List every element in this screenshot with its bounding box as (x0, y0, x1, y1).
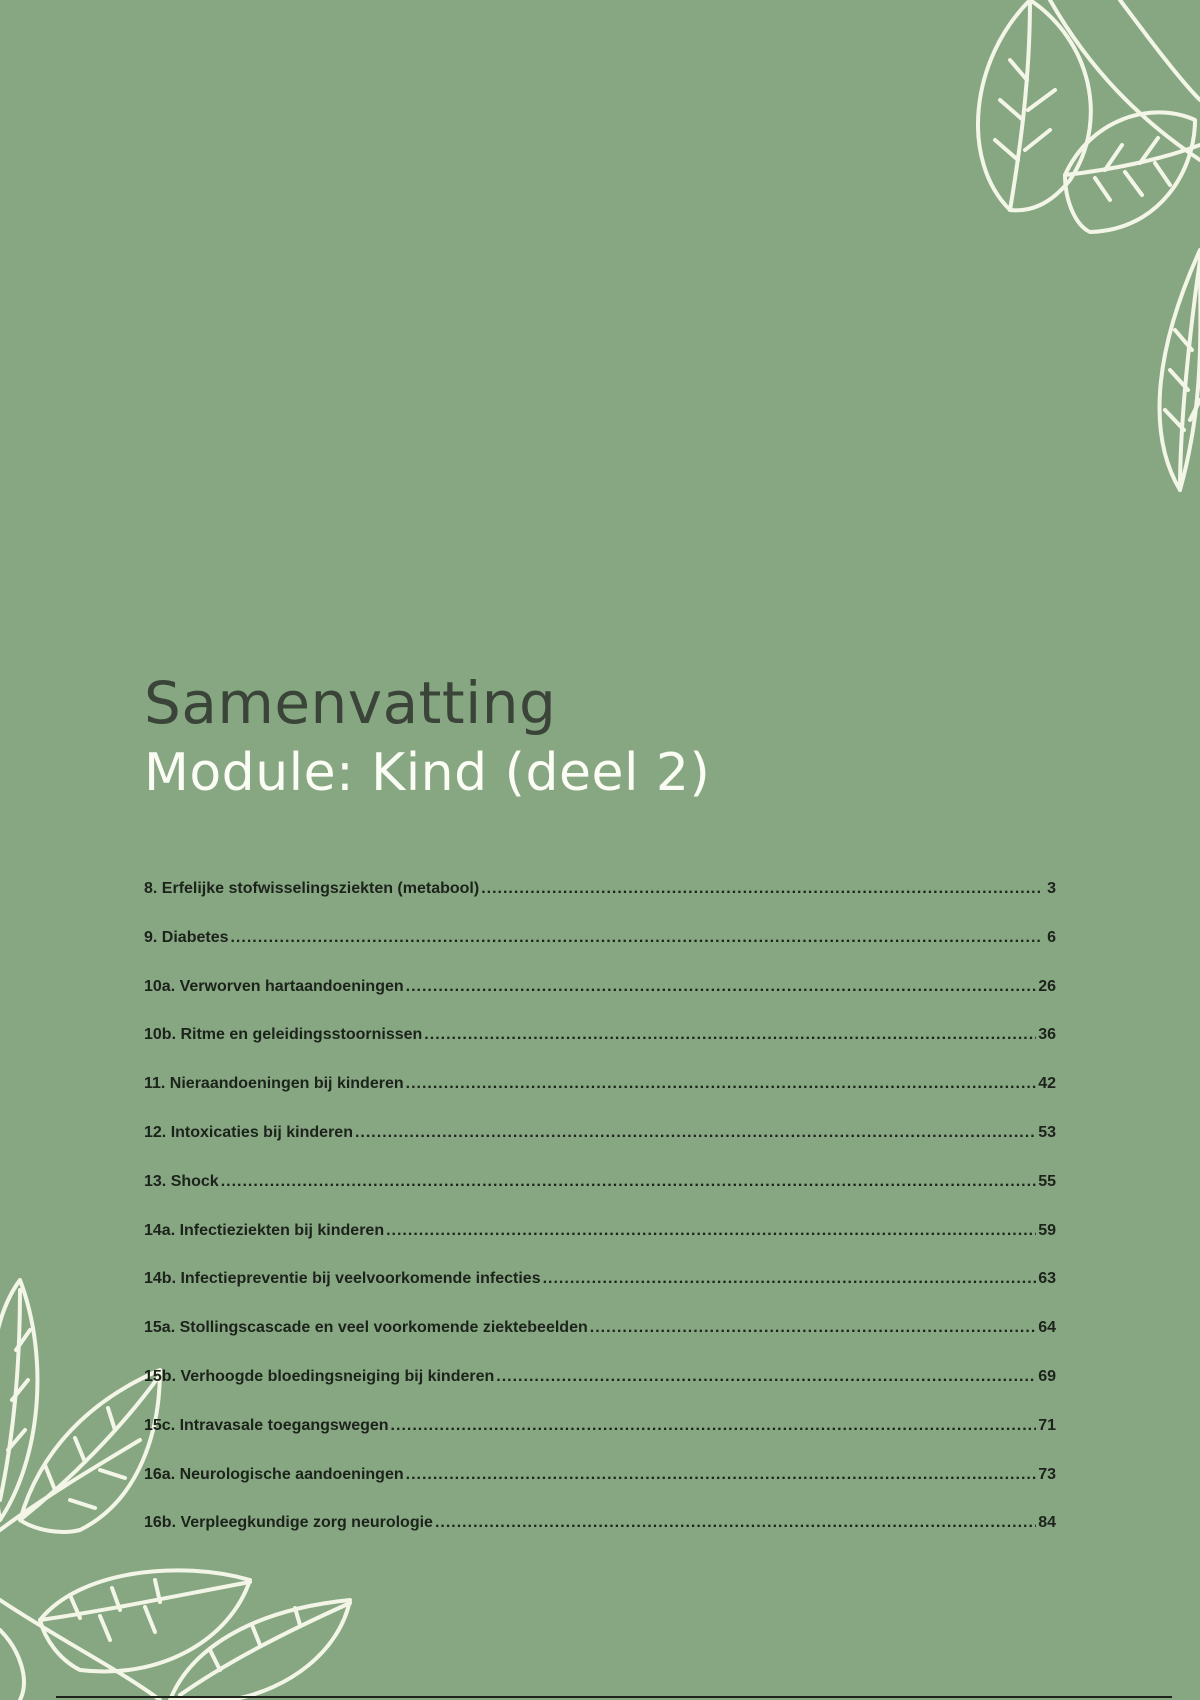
leaf-decoration-top-icon (860, 0, 1200, 500)
toc-entry-page: 71 (1038, 1416, 1056, 1434)
toc-dot-leader (406, 1466, 1037, 1484)
toc-dot-leader (435, 1514, 1036, 1532)
document-subtitle: Module: Kind (deel 2) (144, 743, 711, 803)
toc-entry[interactable] (144, 1270, 1056, 1319)
toc-entry-page: 26 (1038, 977, 1056, 995)
toc-entry-page: 69 (1038, 1367, 1056, 1385)
toc-dot-leader (424, 1026, 1036, 1044)
toc-entry-title: 14a. Infectieziekten bij kinderen (144, 1221, 385, 1239)
toc-entry-title: 10b. Ritme en geleidingsstoornissen (144, 1026, 423, 1044)
toc-entry-title: 14b. Infectiepreventie bij veelvoorkomende infecties (144, 1270, 541, 1288)
toc-entry-page: 36 (1038, 1026, 1056, 1044)
toc-entry[interactable] (144, 1417, 1056, 1466)
toc-entry-title: 16a. Neurologische aandoeningen (144, 1465, 404, 1483)
toc-entry-title: 15b. Verhoogde bloedingsneiging bij kinderen (144, 1367, 495, 1385)
toc-entry[interactable] (144, 1466, 1056, 1515)
toc-entry-title: 11. Nieraandoeningen bij kinderen (144, 1075, 404, 1093)
toc-entry-page: 3 (1047, 880, 1056, 897)
toc-entry-page: 6 (1047, 928, 1056, 946)
toc-entry-page: 64 (1038, 1319, 1056, 1337)
toc-entry[interactable] (144, 1075, 1056, 1124)
toc-entry-page: 42 (1038, 1075, 1056, 1093)
toc-dot-leader (230, 929, 1040, 947)
toc-entry-title: 9. Diabetes (144, 928, 229, 946)
toc-entry[interactable] (144, 1319, 1056, 1368)
toc-entry[interactable] (144, 880, 1056, 929)
toc-dot-leader (406, 1075, 1037, 1093)
toc-dot-leader (590, 1319, 1036, 1337)
toc-entry-page: 63 (1038, 1270, 1056, 1288)
toc-entry[interactable] (144, 1124, 1056, 1173)
toc-entry-page: 55 (1038, 1172, 1056, 1190)
toc-dot-leader (496, 1368, 1036, 1386)
toc-entry[interactable] (144, 1368, 1056, 1417)
toc-dot-leader (481, 880, 1040, 898)
toc-dot-leader (543, 1270, 1037, 1288)
toc-entry-title: 15c. Intravasale toegangswegen (144, 1416, 389, 1434)
toc-entry-title: 15a. Stollingscascade en veel voorkomende ziektebeelden (144, 1319, 588, 1337)
toc-dot-leader (406, 978, 1037, 996)
toc-entry-title: 10a. Verworven hartaandoeningen (144, 977, 404, 995)
toc-entry-page: 84 (1038, 1514, 1056, 1532)
title-block (144, 668, 710, 808)
toc-entry[interactable] (144, 929, 1056, 978)
toc-entry[interactable] (144, 1514, 1056, 1563)
toc-entry-title: 12. Intoxicaties bij kinderen (144, 1123, 353, 1141)
toc-entry-page: 59 (1038, 1221, 1056, 1239)
toc-entry[interactable] (144, 1173, 1056, 1222)
toc-entry[interactable] (144, 1222, 1056, 1271)
toc-entry-title: 8. Erfelijke stofwisselingsziekten (metabool) (144, 880, 480, 897)
toc-dot-leader (355, 1124, 1036, 1142)
page-bottom-rule (56, 1696, 1172, 1698)
toc-entry-page: 73 (1038, 1465, 1056, 1483)
table-of-contents (144, 880, 1056, 1563)
toc-entry[interactable] (144, 978, 1056, 1027)
toc-entry-title: 13. Shock (144, 1172, 219, 1190)
document-title: Samenvatting (144, 669, 557, 737)
toc-dot-leader (221, 1173, 1037, 1191)
toc-entry-title: 16b. Verpleegkundige zorg neurologie (144, 1514, 433, 1532)
toc-dot-leader (386, 1222, 1036, 1240)
toc-entry[interactable] (144, 1026, 1056, 1075)
toc-dot-leader (391, 1417, 1037, 1435)
toc-entry-page: 53 (1038, 1123, 1056, 1141)
